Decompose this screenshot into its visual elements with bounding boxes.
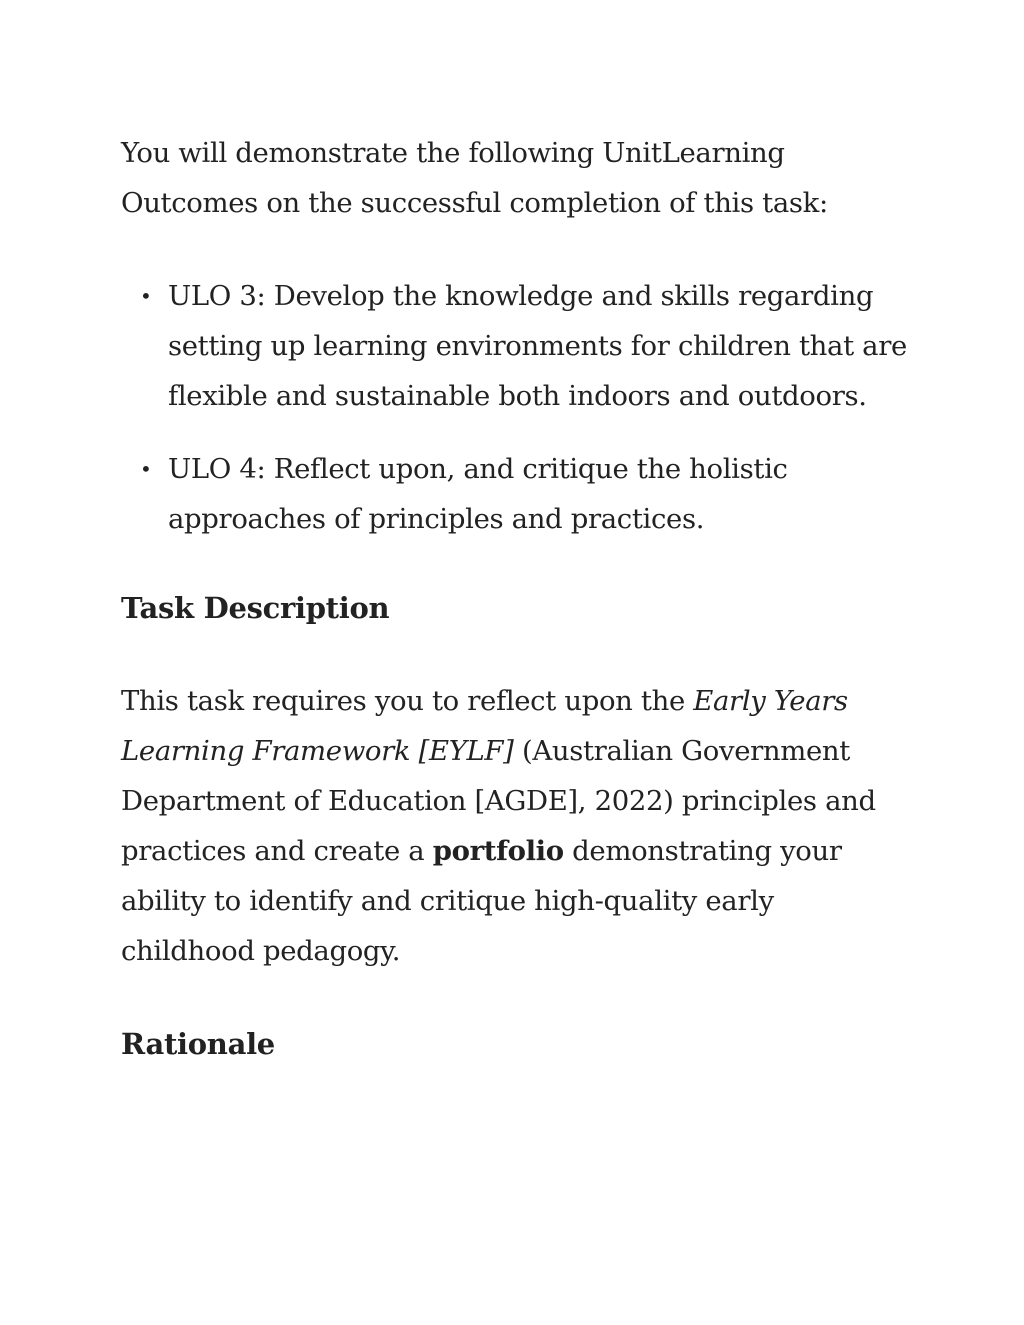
task-description-text: (Australian Government Department of Education [AGDE], 2022) principles and practices and create a	[121, 735, 876, 867]
bullet-icon: •	[140, 457, 152, 481]
framework-title: Early Years Learning Framework [EYLF]	[121, 685, 848, 767]
task-description-text: This task requires you to reflect upon the	[121, 685, 694, 717]
document-page	[121, 128, 911, 1069]
rationale-heading: Rationale	[121, 1027, 275, 1061]
learning-outcomes-list	[121, 271, 911, 544]
intro-paragraph: You will demonstrate the following UnitLearning Outcomes on the successful completion of this task:	[121, 137, 828, 219]
outcome-text: ULO 3: Develop the knowledge and skills regarding setting up learning environments for children that are flexible and sustainable both indoors and outdoors.	[168, 280, 907, 412]
bullet-icon: •	[140, 284, 152, 308]
list-item	[121, 444, 911, 544]
portfolio-keyword: portfolio	[432, 835, 564, 867]
task-description-text: demonstrating your ability to identify and critique high-quality early childhood pedagogy.	[121, 835, 842, 967]
task-description-paragraph	[121, 676, 911, 976]
task-description-heading: Task Description	[121, 591, 390, 625]
outcome-text: ULO 4: Reflect upon, and critique the holistic approaches of principles and practices.	[168, 453, 788, 535]
list-item	[121, 271, 911, 421]
